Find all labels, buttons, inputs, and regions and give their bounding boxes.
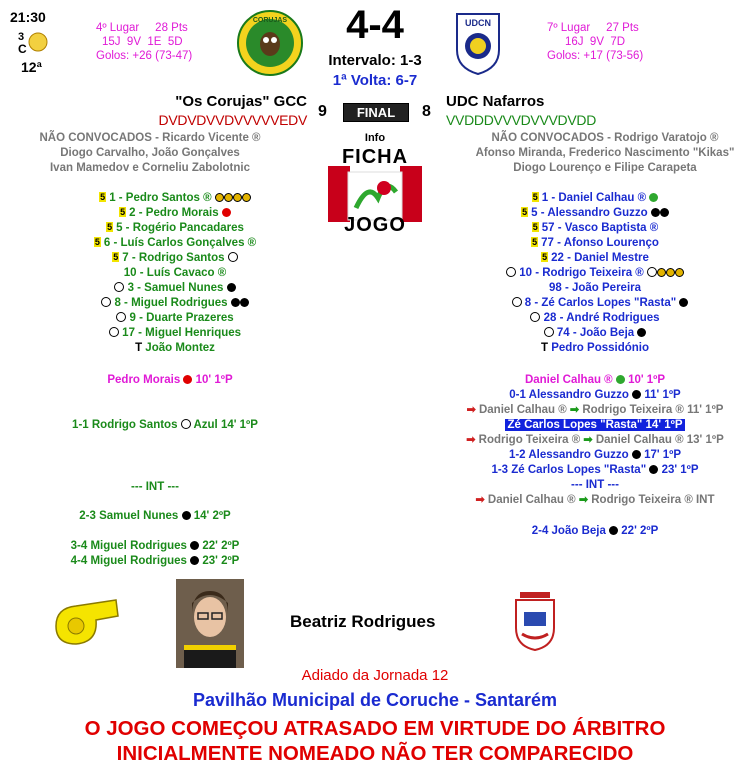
- away-event-sub: [440, 403, 750, 418]
- player-name: 6 - Luís Carlos Gonçalves ®: [103, 237, 257, 249]
- home-event-goal: [20, 418, 310, 433]
- event-time: 11' 1ºP: [644, 389, 681, 401]
- home-standing-position: 4º Lugar 28 Pts: [96, 22, 188, 34]
- away-player-row[interactable]: [460, 236, 730, 251]
- away-form: [446, 112, 596, 128]
- yellow-cards-icon: [215, 192, 251, 204]
- penalty-icon: [649, 193, 658, 202]
- player-name: 1 - Pedro Santos ®: [109, 192, 212, 204]
- player-name: 1 - Daniel Calhau ®: [541, 192, 647, 204]
- sub-in-arrow-icon: ➡: [569, 404, 580, 416]
- home-team-name[interactable]: "Os Corujas" GCC: [175, 93, 307, 110]
- position-badge: 5: [107, 222, 113, 232]
- home-player-row[interactable]: [50, 311, 300, 326]
- home-not-called: [0, 131, 300, 176]
- home-event-goal: [40, 509, 270, 524]
- goal-ball-icon: [190, 556, 199, 565]
- goal-ball-icon: [227, 283, 236, 292]
- event-time: 23' 1ºP: [661, 464, 699, 476]
- sub-in-arrow-icon: ➡: [578, 494, 589, 506]
- away-not-called-line: Diogo Lourenço e Filipe Carapeta: [513, 162, 697, 174]
- goal-ball-icon: [637, 328, 646, 337]
- away-event-penalty: [460, 373, 730, 388]
- home-team-crest[interactable]: [236, 10, 304, 76]
- event-text: 0-1 Alessandro Guzzo: [509, 389, 629, 401]
- away-not-called-line: NÃO CONVOCADOS - Rodrigo Varatojo ®: [491, 132, 719, 144]
- first-leg-score: 1ª Volta: 6-7: [332, 72, 418, 89]
- player-name: 8 - Zé Carlos Lopes "Rasta": [524, 297, 677, 309]
- event-time: 22' 2ºP: [621, 525, 659, 537]
- sub-in-player: Daniel Calhau ® 13' 1ºP: [595, 434, 724, 446]
- home-lineup: [50, 191, 300, 356]
- sub-in-player: Rodrigo Teixeira ® 11' 1ºP: [582, 404, 724, 416]
- event-time: Azul 14' 1ºP: [193, 419, 258, 431]
- svg-text:C: C: [18, 42, 27, 56]
- home-event-goal: [40, 539, 270, 554]
- away-coach-row[interactable]: [460, 341, 730, 356]
- round-number: 12ª: [21, 59, 42, 75]
- away-player-row[interactable]: [460, 266, 730, 281]
- away-event-sub: [440, 433, 750, 448]
- goal-ball-icon: [609, 526, 618, 535]
- svg-text:UDCN: UDCN: [465, 18, 491, 28]
- position-badge: 5: [113, 252, 119, 262]
- sub-out-arrow-icon: ➡: [466, 434, 476, 446]
- away-event-sub: [440, 493, 750, 508]
- event-time: 10' 1ºP: [628, 374, 666, 386]
- away-player-row[interactable]: [460, 191, 730, 206]
- position-badge: 5: [532, 237, 538, 247]
- substitute-icon: [530, 312, 540, 322]
- away-team-name[interactable]: UDC Nafarros: [446, 93, 545, 110]
- player-name: 7 - Rodrigo Santos: [122, 252, 225, 264]
- venue[interactable]: Pavilhão Municipal de Coruche - Santarém: [192, 690, 558, 710]
- info-link[interactable]: Info: [364, 132, 386, 144]
- event-player: Pedro Morais: [107, 374, 181, 386]
- sub-in-arrow-icon: ➡: [583, 434, 593, 446]
- svg-text:3: 3: [18, 31, 25, 43]
- event-time: 22' 2ºP: [202, 540, 240, 552]
- district-crest: [514, 590, 556, 652]
- away-player-row[interactable]: [460, 251, 730, 266]
- home-player-row[interactable]: [50, 251, 300, 266]
- sub-in-player: Rodrigo Teixeira ® INT: [591, 494, 715, 506]
- home-player-row[interactable]: [50, 191, 300, 206]
- player-name: 2 - Pedro Morais: [129, 207, 219, 219]
- away-lineup: [460, 191, 730, 356]
- away-fouls: 8: [422, 103, 431, 120]
- home-not-called-line: Diogo Carvalho, João Gonçalves: [60, 147, 240, 159]
- highlighted-event: Zé Carlos Lopes "Rasta" 14' 1ºP: [507, 419, 683, 431]
- away-not-called-line: Afonso Miranda, Frederico Nascimento "Kikas": [475, 147, 735, 159]
- event-text: 3-4 Miguel Rodrigues: [70, 540, 187, 552]
- away-player-row[interactable]: [460, 326, 730, 341]
- substitute-icon: [114, 282, 124, 292]
- away-form-string: VVDDDVVVDVVVDVDD: [446, 112, 597, 128]
- sub-out-arrow-icon: ➡: [475, 494, 485, 506]
- event-text: 1-2 Alessandro Guzzo: [508, 449, 629, 461]
- whistle-icon: [52, 596, 122, 648]
- match-note-line1: O JOGO COMEÇOU ATRASADO EM VIRTUDE DO ÁRBITRO: [84, 717, 666, 740]
- player-name: 28 - André Rodrigues: [543, 312, 660, 324]
- away-event-goal: [460, 448, 730, 463]
- coach-icon: T: [541, 342, 549, 354]
- away-standing-goals: Golos: +17 (73-56): [547, 50, 644, 62]
- event-text: 2-4 João Beja: [531, 525, 606, 537]
- away-player-row[interactable]: [460, 281, 730, 296]
- position-badge: 5: [522, 207, 528, 217]
- player-name: 98 - João Pereira: [548, 282, 642, 294]
- match-time: 21:30: [10, 9, 46, 25]
- event-text: 4-4 Miguel Rodrigues: [70, 555, 187, 567]
- yellow-cards-icon: [647, 267, 684, 279]
- penalty-icon: [616, 375, 625, 384]
- event-time: 14' 2ºP: [193, 510, 231, 522]
- player-name: 3 - Samuel Nunes: [127, 282, 224, 294]
- position-badge: 5: [100, 192, 106, 202]
- away-event-goal: [460, 388, 730, 403]
- player-name: 8 - Miguel Rodrigues: [114, 297, 228, 309]
- coach-name: Pedro Possidónio: [551, 342, 649, 354]
- home-standing-record: 15J 9V 1E 5D: [102, 36, 183, 48]
- referee-photo[interactable]: [176, 579, 244, 668]
- player-name: 10 - Rodrigo Teixeira ®: [519, 267, 644, 279]
- away-standing-position: 7º Lugar 27 Pts: [547, 22, 639, 34]
- final-badge: FINAL: [343, 103, 409, 122]
- home-event-goal: [40, 554, 270, 569]
- goal-ball-icon: [651, 207, 669, 219]
- away-player-row[interactable]: [460, 206, 730, 221]
- substitute-icon: [512, 297, 522, 307]
- away-team-crest[interactable]: [453, 10, 503, 76]
- referee-name[interactable]: Beatriz Rodrigues: [290, 612, 436, 631]
- penalty-icon: [222, 208, 231, 217]
- away-not-called: [460, 131, 750, 176]
- home-form: [100, 112, 307, 128]
- away-player-row[interactable]: [460, 296, 730, 311]
- event-time: 23' 2ºP: [202, 555, 240, 567]
- substitute-icon: [506, 267, 516, 277]
- sub-out-player: Daniel Calhau ®: [478, 404, 567, 416]
- player-name: 5 - Rogério Pancadares: [116, 222, 244, 234]
- substitute-icon: [544, 327, 554, 337]
- goal-ball-icon: [231, 297, 249, 309]
- home-form-string: DVDVDVVDVVVVVEDV: [158, 112, 307, 128]
- away-event-highlight: [460, 418, 730, 433]
- goal-ball-icon: [679, 298, 688, 307]
- substitute-icon: [109, 327, 119, 337]
- player-name: 77 - Afonso Lourenço: [541, 237, 659, 249]
- ficha-title: FICHA: [341, 146, 409, 168]
- home-standing-goals: Golos: +26 (73-47): [96, 50, 193, 62]
- home-not-called-line: Ivan Mamedov e Corneliu Zabolotnic: [49, 162, 250, 174]
- away-event-goal: [460, 524, 730, 539]
- position-badge: 5: [542, 252, 548, 262]
- home-player-row[interactable]: [50, 326, 300, 341]
- penalty-icon: [183, 375, 192, 384]
- player-name: 57 - Vasco Baptista ®: [541, 222, 659, 234]
- goal-ball-icon: [649, 465, 658, 474]
- player-name: 74 - João Beja: [556, 327, 635, 339]
- goal-ball-icon: [182, 511, 191, 520]
- player-name: 17 - Miguel Henriques: [122, 327, 242, 339]
- home-coach-row[interactable]: [50, 341, 300, 356]
- postponed-note: Adiado da Jornada 12: [301, 667, 449, 684]
- coach-name: João Montez: [145, 342, 215, 354]
- svg-text:CORUJAS: CORUJAS: [252, 17, 288, 24]
- clock-icon: [181, 419, 191, 429]
- home-player-row[interactable]: [50, 221, 300, 236]
- home-interval: --- INT ---: [131, 481, 179, 493]
- ficha-jogo-button[interactable]: [326, 148, 424, 238]
- competition-logo: [16, 27, 48, 57]
- sub-out-player: Rodrigo Teixeira ®: [478, 434, 581, 446]
- away-interval: --- INT ---: [571, 479, 619, 491]
- player-name: 22 - Daniel Mestre: [551, 252, 649, 264]
- jogo-title: JOGO: [344, 214, 406, 236]
- event-time: 17' 1ºP: [644, 449, 682, 461]
- event-text: 1-3 Zé Carlos Lopes "Rasta": [491, 464, 647, 476]
- goal-ball-icon: [190, 541, 199, 550]
- clock-icon: [228, 252, 238, 262]
- home-fouls: 9: [318, 103, 327, 120]
- match-note-line2: INICIALMENTE NOMEADO NÃO TER COMPARECIDO: [116, 742, 634, 765]
- player-name: 5 - Alessandro Guzzo: [531, 207, 648, 219]
- position-badge: 5: [94, 237, 100, 247]
- home-player-row[interactable]: [50, 281, 300, 296]
- sub-out-arrow-icon: ➡: [466, 404, 476, 416]
- home-player-row[interactable]: [50, 236, 300, 251]
- position-badge: 5: [532, 222, 538, 232]
- event-player: Daniel Calhau ®: [524, 374, 613, 386]
- halftime-score: Intervalo: 1-3: [328, 52, 422, 69]
- final-score: 4-4: [346, 3, 404, 47]
- home-player-row[interactable]: [50, 296, 300, 311]
- sub-out-player: Daniel Calhau ®: [487, 494, 576, 506]
- home-standing: [96, 21, 236, 63]
- home-event-penalty: [40, 373, 300, 388]
- home-player-row[interactable]: [50, 206, 300, 221]
- goal-ball-icon: [632, 450, 641, 459]
- away-standing: [547, 21, 687, 63]
- event-time: 10' 1ºP: [195, 374, 233, 386]
- away-player-row[interactable]: [460, 221, 730, 236]
- substitute-icon: [116, 312, 126, 322]
- coach-icon: T: [135, 342, 143, 354]
- home-player-row[interactable]: [50, 266, 300, 281]
- position-badge: 5: [532, 192, 538, 202]
- away-event-goal: [460, 463, 730, 478]
- substitute-icon: [101, 297, 111, 307]
- home-not-called-line: NÃO CONVOCADOS - Ricardo Vicente ®: [39, 132, 261, 144]
- event-text: 2-3 Samuel Nunes: [79, 510, 179, 522]
- player-name: 9 - Duarte Prazeres: [129, 312, 234, 324]
- goal-ball-icon: [632, 390, 641, 399]
- away-standing-record: 16J 9V 7D: [565, 36, 626, 48]
- position-badge: 5: [120, 207, 126, 217]
- away-player-row[interactable]: [460, 311, 730, 326]
- event-text: 1-1 Rodrigo Santos: [72, 419, 178, 431]
- player-name: 10 - Luís Cavaco ®: [123, 267, 227, 279]
